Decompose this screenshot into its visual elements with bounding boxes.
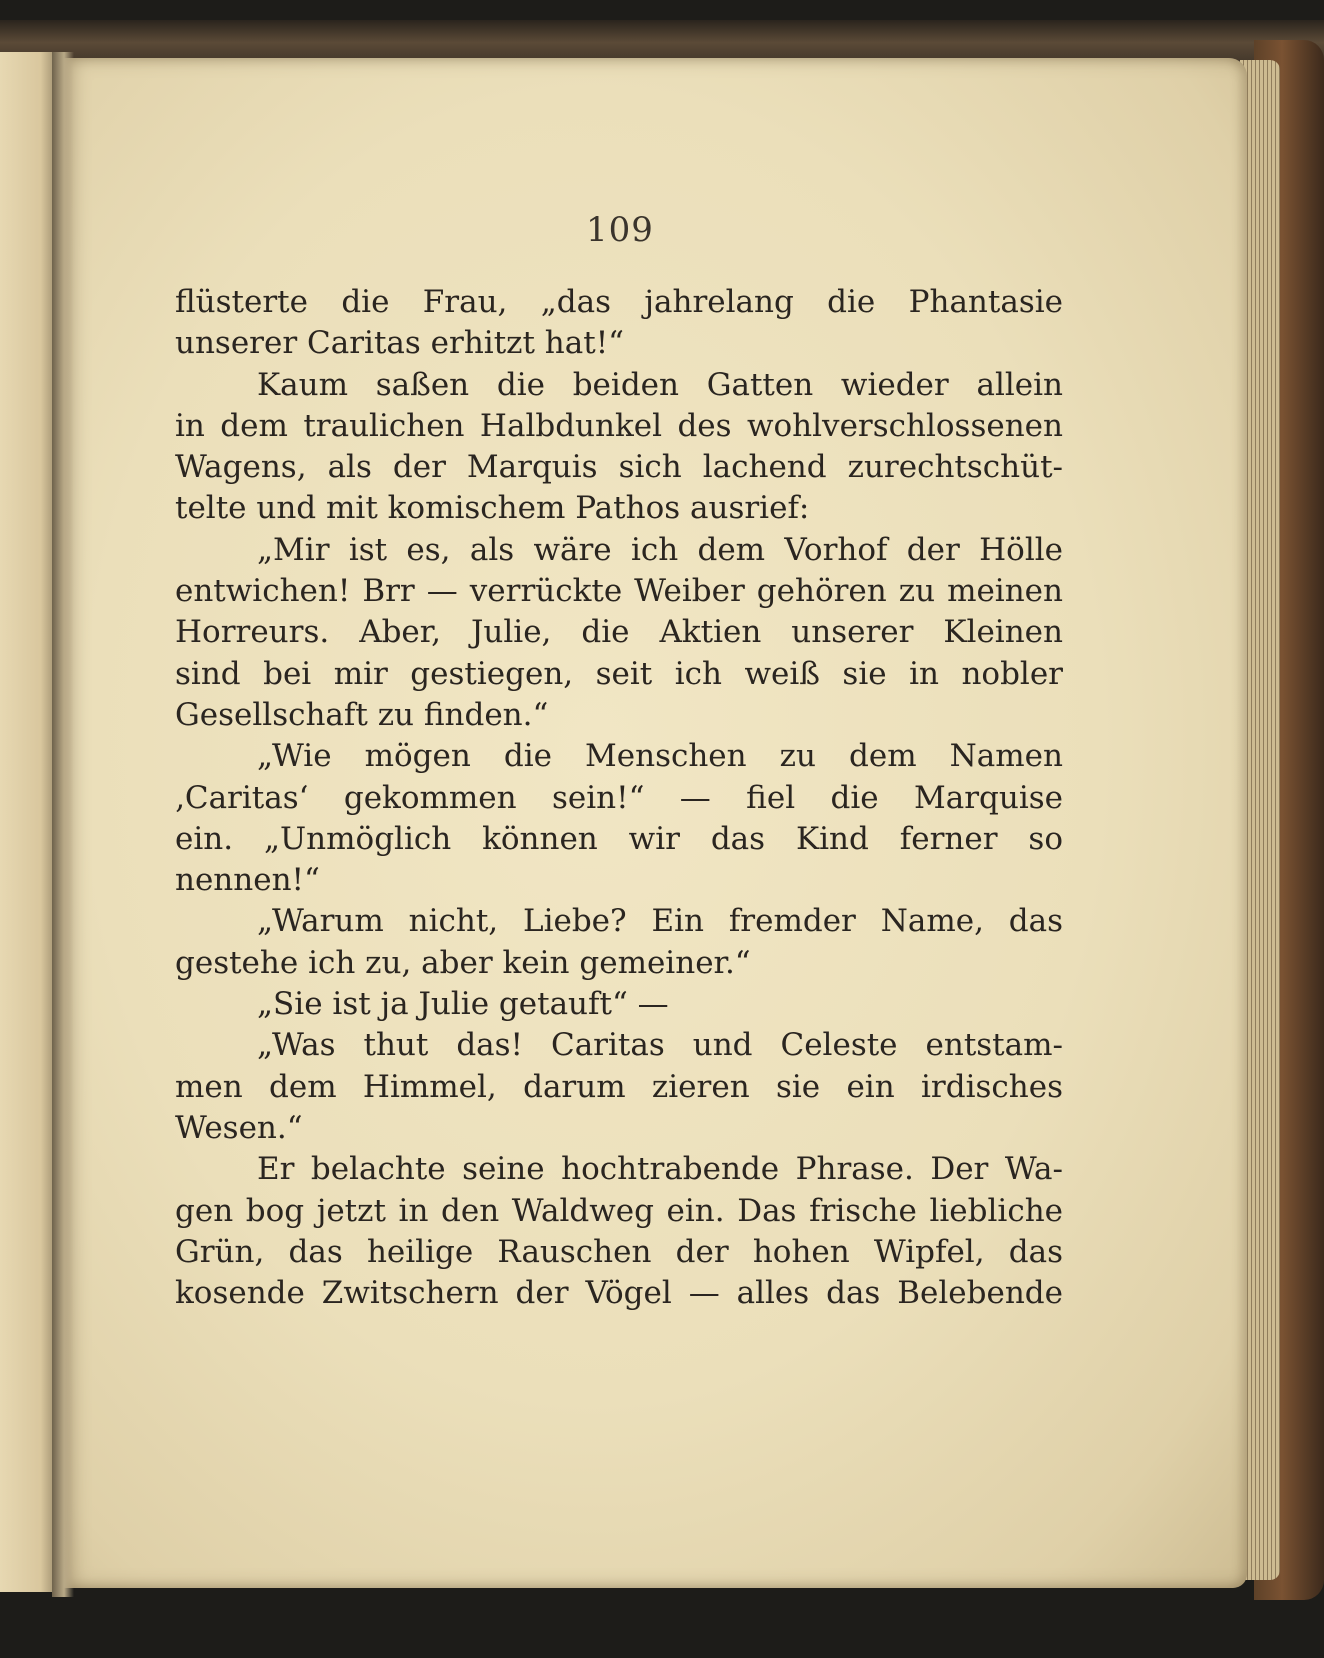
facing-page-edge bbox=[0, 52, 58, 1592]
text-line: Er belachte seine hochtrabende Phrase. Der Wa- bbox=[257, 1151, 1063, 1188]
text-line: men dem Himmel, darum zieren sie ein irdisches bbox=[175, 1068, 1063, 1105]
text-line: unserer Caritas erhitzt hat!“ bbox=[175, 325, 625, 362]
text-line: Wesen.“ bbox=[175, 1109, 303, 1146]
text-line: entwichen! Brr — verrückte Weiber gehören zu meinen bbox=[175, 573, 1063, 610]
text-line: ‚Caritas‘ gekommen sein!“ — fiel die Marquise bbox=[175, 779, 1063, 816]
text-line: Wagens, als der Marquis sich lachend zurechtschüt- bbox=[175, 449, 1063, 486]
text-line: „Mir ist es, als wäre ich dem Vorhof der Hölle bbox=[257, 531, 1063, 568]
text-line: Gesellschaft zu finden.“ bbox=[175, 696, 549, 733]
text-line: „Wie mögen die Menschen zu dem Namen bbox=[257, 738, 1063, 775]
text-line: gestehe ich zu, aber kein gemeiner.“ bbox=[175, 944, 751, 981]
text-line: telte und mit komischem Pathos ausrief: bbox=[175, 490, 810, 527]
text-line: flüsterte die Frau, „das jahrelang die Phantasie bbox=[175, 284, 1063, 320]
text-line: Horreurs. Aber, Julie, die Aktien unserer Kleinen bbox=[175, 614, 1063, 651]
text-line: nennen!“ bbox=[175, 862, 320, 899]
text-line: Grün, das heilige Rauschen der hohen Wipfel, das bbox=[175, 1233, 1063, 1270]
text-line: „Sie ist ja Julie getauft“ — bbox=[257, 986, 669, 1023]
text-line: „Warum nicht, Liebe? Ein fremder Name, das bbox=[257, 903, 1063, 940]
body-text bbox=[175, 282, 1063, 1314]
text-line: Kaum saßen die beiden Gatten wieder allein bbox=[257, 366, 1063, 403]
page-gutter-shadow bbox=[52, 52, 74, 1597]
text-line: gen bog jetzt in den Waldweg ein. Das frische liebliche bbox=[175, 1192, 1063, 1229]
text-line: sind bei mir gestiegen, seit ich weiß sie in nobler bbox=[175, 655, 1063, 692]
page-number: 109 bbox=[586, 210, 654, 250]
text-line: in dem traulichen Halbdunkel des wohlverschlossenen bbox=[175, 407, 1063, 444]
text-line: „Was thut das! Caritas und Celeste entstam- bbox=[257, 1027, 1063, 1064]
text-line: kosende Zwitschern der Vögel — alles das Belebende bbox=[175, 1275, 1063, 1312]
text-line: ein. „Unmöglich können wir das Kind ferner so bbox=[175, 820, 1063, 857]
